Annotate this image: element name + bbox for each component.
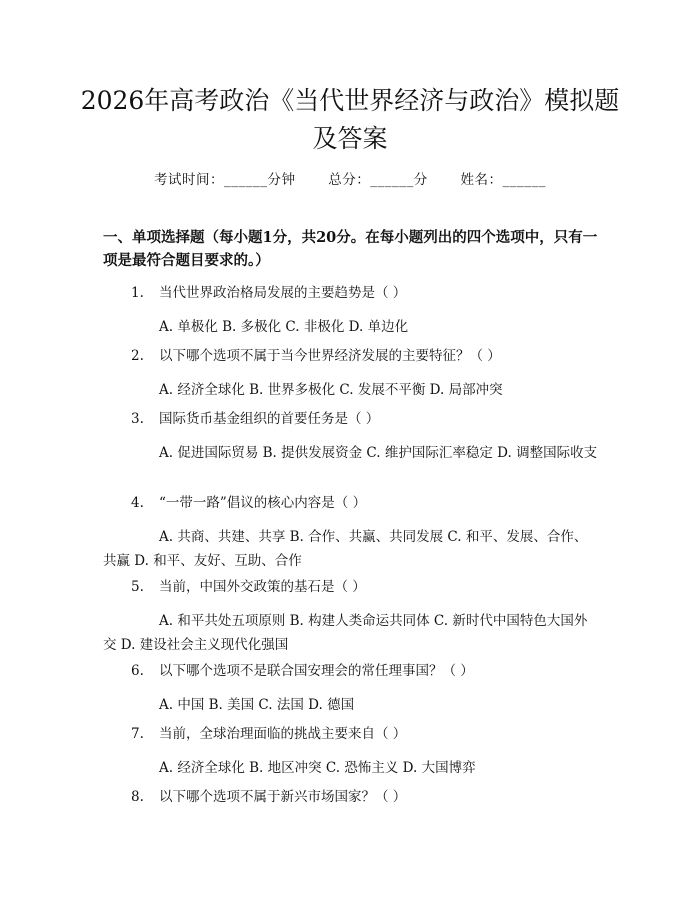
question-5: [103, 577, 600, 657]
question-options: A. 中国 B. 美国 C. 法国 D. 德国: [159, 697, 355, 713]
question-number: 1.: [131, 285, 144, 301]
document-title: 2026年高考政治《当代世界经济与政治》模拟题及答案: [80, 86, 620, 153]
question-options: A. 促进国际贸易 B. 提供发展资金 C. 维护国际汇率稳定 D. 调整国际收支: [159, 445, 598, 461]
question-4: [103, 493, 600, 573]
question-options: A. 共商、共建、共享 B. 合作、共赢、共同发展 C. 和平、发展、合作、共赢 D. 和平、友好、互助、合作: [103, 529, 588, 569]
question-text: 当前，全球治理面临的挑战主要来自（ ）: [159, 726, 407, 742]
student-name-field: 姓名：______: [460, 172, 547, 188]
question-number: 6.: [131, 663, 144, 679]
question-number: 4.: [131, 495, 144, 511]
question-text: “一带一路”倡议的核心内容是（ ）: [159, 495, 367, 511]
question-8: [103, 787, 600, 807]
question-text: 国际货币基金组织的首要任务是（ ）: [159, 411, 380, 427]
total-score-field: 总分：______分: [328, 172, 428, 188]
exam-time-field: 考试时间：______分钟: [153, 172, 296, 188]
question-options: A. 经济全球化 B. 地区冲突 C. 恐怖主义 D. 大国博弈: [159, 760, 476, 776]
question-options: A. 单极化 B. 多极化 C. 非极化 D. 单边化: [159, 319, 409, 335]
question-3: [103, 409, 600, 465]
question-1: [103, 283, 600, 339]
question-2: [103, 346, 600, 402]
question-text: 以下哪个选项不属于当今世界经济发展的主要特征？（ ）: [159, 348, 501, 364]
question-6: [103, 661, 600, 717]
question-options: A. 和平共处五项原则 B. 构建人类命运共同体 C. 新时代中国特色大国外交 D. 建设社会主义现代化强国: [103, 613, 588, 653]
question-text: 以下哪个选项不属于新兴市场国家？（ ）: [159, 789, 407, 805]
question-number: 5.: [131, 579, 144, 595]
question-text: 当代世界政治格局发展的主要趋势是（ ）: [159, 285, 407, 301]
section-heading: 一、单项选择题（每小题1分，共20分。在每小题列出的四个选项中，只有一项是最符合题目要求的。）: [103, 229, 598, 269]
exam-info-line: [0, 168, 700, 188]
question-text: 以下哪个选项不是联合国安理会的常任理事国？（ ）: [159, 663, 474, 679]
question-number: 7.: [131, 726, 144, 742]
question-text: 当前，中国外交政策的基石是（ ）: [159, 579, 366, 595]
question-options: A. 经济全球化 B. 世界多极化 C. 发展不平衡 D. 局部冲突: [159, 382, 503, 398]
question-number: 8.: [131, 789, 144, 805]
question-7: [103, 724, 600, 780]
question-number: 2.: [131, 348, 144, 364]
question-number: 3.: [131, 411, 144, 427]
